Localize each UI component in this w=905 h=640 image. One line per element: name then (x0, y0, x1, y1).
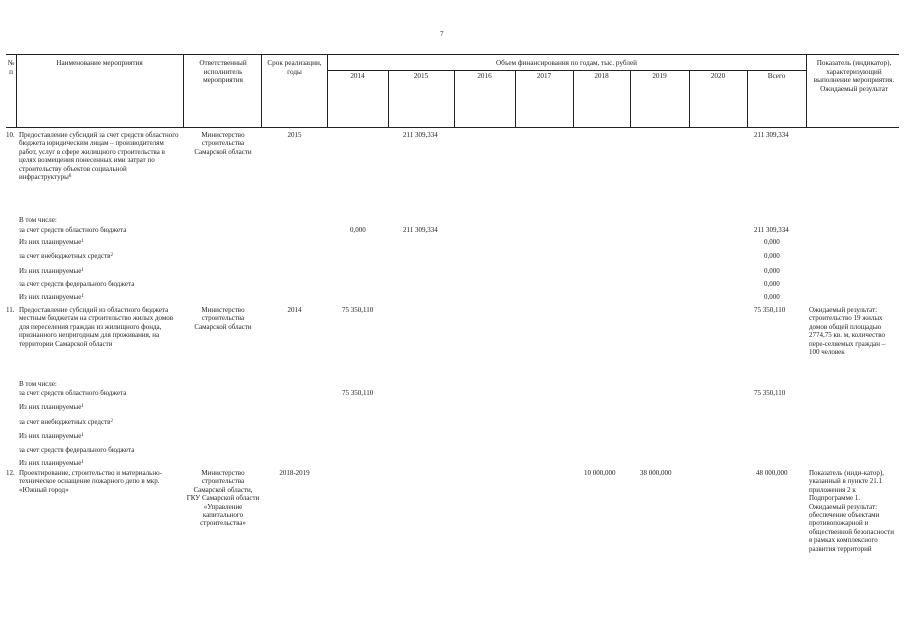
value-2014: 75 350,110 (342, 306, 374, 314)
row-name: за счет средств федерального бюджета (19, 280, 135, 288)
row-name (19, 267, 84, 275)
row-name-text: Из них планируемые (19, 293, 82, 301)
value-total: 0,000 (764, 293, 780, 301)
row-name (19, 293, 84, 301)
value-total: 0,000 (764, 238, 780, 246)
page-number: 7 (440, 30, 444, 38)
header-num-line1: № (7, 59, 15, 67)
header-year-2016: 2016 (477, 72, 492, 80)
row-name-text: Из них планируемые (19, 432, 82, 440)
footnote-mark: 1 (81, 433, 84, 438)
value-total: 0,000 (764, 267, 780, 275)
row-name: Проектирование, строительство и материально-техническое оснащение пожарного депо в мкр. «Южный город» (19, 469, 162, 494)
footnote-mark: 2 (110, 253, 113, 258)
row-name: за счет средств областного бюджета (19, 226, 127, 234)
value-total: 211 309,334 (754, 226, 789, 234)
row-name-text: Из них планируемые (19, 403, 82, 411)
header-year-2017: 2017 (536, 72, 552, 80)
footnote-mark: 1 (81, 294, 84, 299)
row-name: В том числе: (19, 216, 57, 224)
row-name: за счет средств областного бюджета (19, 389, 127, 397)
header-period: Срок реализации, годы (267, 59, 322, 76)
footnote-mark: 2 (110, 419, 113, 424)
row-name (19, 403, 84, 411)
row-responsible: Министерство строительства Самарской области (194, 306, 252, 331)
row-name (19, 432, 84, 440)
value-2015: 211 309,334 (403, 131, 438, 139)
row-responsible: Министерство строительства Самарской области (194, 131, 252, 156)
row-indicator: Ожидаемый результат: строительство 19 жилых домов общей площадью 2774,75 кв. м, количество пере-селяемых граждан – 100 человек (809, 306, 886, 357)
footnote-mark: 1 (81, 239, 84, 244)
row-name-text: Из них планируемые (19, 459, 82, 467)
header-year-2014: 2014 (350, 72, 365, 80)
row-name (19, 131, 179, 181)
row-num: 10. (6, 131, 15, 139)
row-name: В том числе: (19, 380, 57, 388)
row-num: 12. (6, 469, 15, 477)
value-total: 211 309,334 (754, 131, 789, 139)
header-year-2019: 2019 (652, 72, 667, 80)
row-num: 11. (6, 306, 15, 314)
table-header (6, 54, 899, 128)
row-name (19, 238, 84, 246)
value-total: 0,000 (764, 280, 780, 288)
financing-table (6, 54, 899, 640)
row-period: 2015 (287, 131, 302, 139)
row-name-text: Из них планируемые (19, 238, 82, 246)
row-name: Предоставление субсидий из областного бюджета местным бюджетам на строительство жилых домов для переселения граждан из жилищного фонда, признанного непригодным для проживания, на территории Самарской области (19, 306, 174, 348)
row-name-text: Предоставление субсидий за счет средств областного бюджета юридическим лицам – производителям работ, услуг в сфере жилищного строительства в целях возмещения понесенных ими затрат по строительству объектов социальной инфраструктуры (19, 131, 179, 182)
footnote-mark: 6 (68, 174, 72, 180)
header-total: Всего (767, 72, 786, 80)
row-responsible: Министерство строительства Самарской области, ГКУ Самарской области «Управление капитального строительства» (186, 469, 260, 528)
value-total: 75 350,110 (754, 306, 786, 314)
value-total: 0,000 (764, 252, 780, 260)
value-2014: 0,000 (350, 226, 366, 234)
header-num-line2: п (9, 67, 13, 76)
value-2019: 38 000,000 (640, 469, 672, 477)
footnote-mark: 1 (81, 268, 84, 273)
value-total: 48 000,000 (756, 469, 788, 477)
row-name (19, 252, 113, 260)
footnote-mark: 1 (81, 460, 84, 465)
header-indicator: Показатель (индикатор), характеризующий выполнение мероприятия. Ожидаемый результат (813, 59, 895, 93)
header-year-2018: 2018 (594, 72, 609, 80)
value-total: 75 350,110 (754, 389, 786, 397)
footnote-mark: 1 (81, 404, 84, 409)
row-period: 2018-2019 (279, 469, 310, 477)
row-name-text: Из них планируемые (19, 267, 82, 275)
row-indicator: Показатель (инди-катор), указанный в пункте 21.1 приложения 2 к Подпрограмме 1. Ожидаемый результат: обеспечение объектами противопожарной и общественной безопасности в рамках комплексного развития территорий (809, 469, 894, 553)
header-year-2015: 2015 (413, 72, 429, 80)
header-year-2020: 2020 (710, 72, 726, 80)
row-name (19, 459, 84, 467)
value-2014: 75 350,110 (342, 389, 374, 397)
row-name (19, 418, 113, 426)
header-responsible: Ответственный исполнитель мероприятия (199, 59, 247, 84)
header-name: Наименование мероприятия (56, 59, 143, 67)
value-2015: 211 309,334 (403, 226, 438, 234)
row-name-text: за счет внебюджетных средств (19, 418, 111, 426)
value-2018: 10 000,000 (584, 469, 616, 477)
row-name: за счет средств федерального бюджета (19, 446, 135, 454)
header-num (6, 59, 16, 76)
header-volume: Объем финансирования по годам, тыс. рублей (495, 59, 638, 67)
row-name-text: за счет внебюджетных средств (19, 252, 111, 260)
row-period: 2014 (287, 306, 302, 314)
